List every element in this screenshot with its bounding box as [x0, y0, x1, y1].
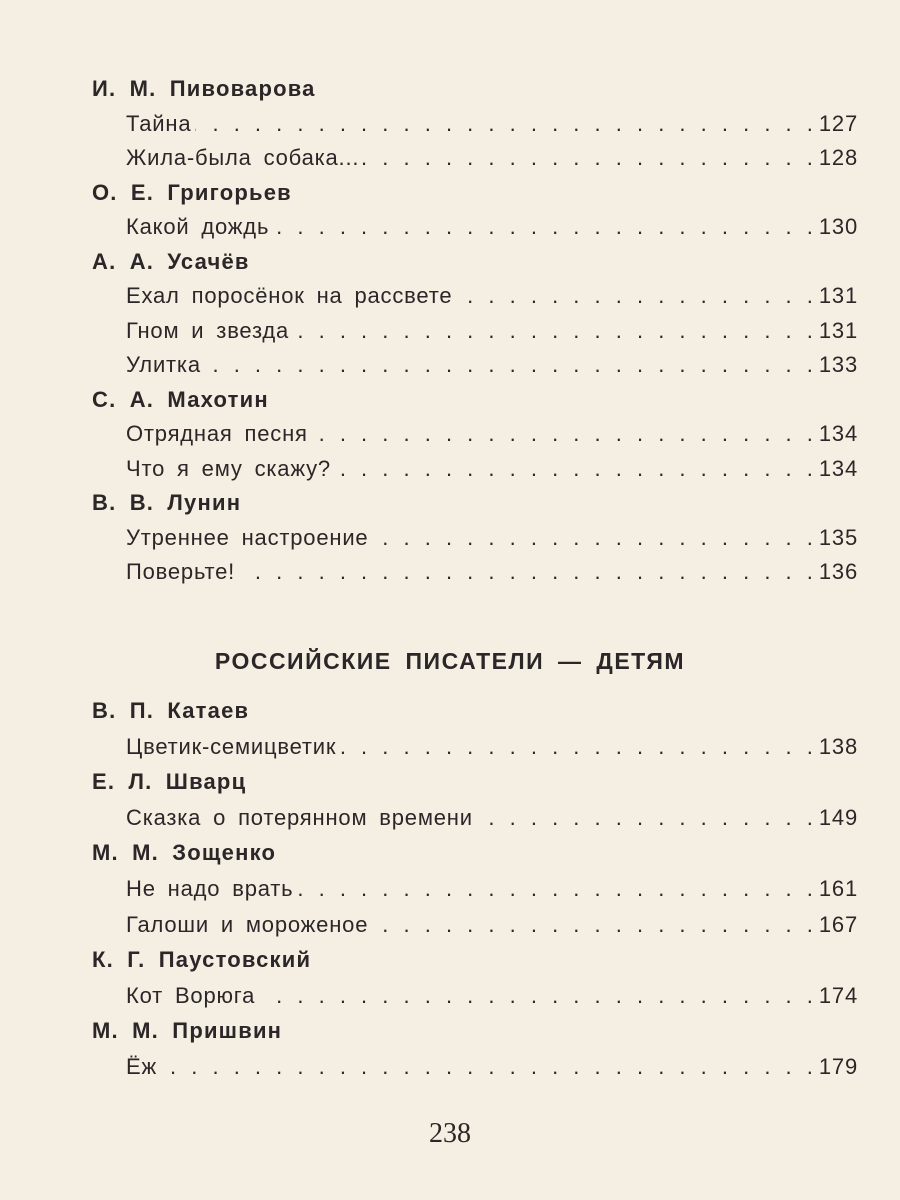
entry-page: 131 — [818, 283, 858, 308]
entry-page: 179 — [818, 1053, 858, 1079]
author-heading: С. А. Махотин — [92, 386, 269, 412]
author-heading: И. М. Пивоварова — [92, 76, 316, 101]
dot-leader — [477, 800, 815, 836]
contents-block-2 — [92, 693, 858, 1085]
author-heading: О. Е. Григорьев — [92, 179, 292, 205]
entry-title: Какой дождь — [126, 214, 270, 239]
contents-entry — [92, 417, 858, 452]
contents-entry — [92, 729, 858, 765]
dot-leader — [340, 729, 815, 765]
author-heading: Е. Л. Шварц — [92, 769, 247, 795]
entry-title: Гном и звезда — [126, 317, 290, 343]
entry-title: Цветик-семицветик — [126, 733, 337, 759]
dot-leader — [273, 210, 815, 245]
entry-title: Утреннее настроение — [126, 524, 369, 550]
contents-entry — [92, 279, 858, 314]
entry-title: Тайна — [126, 110, 192, 136]
entry-page: 130 — [818, 214, 858, 239]
dot-leader — [239, 555, 815, 590]
dot-leader — [297, 871, 814, 907]
entry-title: Сказка о потерянном времени — [126, 804, 473, 830]
author-heading: М. М. Зощенко — [92, 840, 277, 866]
dot-leader — [293, 314, 815, 349]
dot-leader — [372, 521, 814, 556]
entry-title: Не надо врать — [126, 875, 294, 901]
entry-title: Галоши и мороженое — [126, 911, 369, 937]
entry-page: 167 — [818, 911, 858, 937]
dot-leader — [195, 107, 815, 142]
author-heading: К. Г. Паустовский — [92, 947, 312, 973]
contents-entry — [92, 314, 858, 349]
dot-leader — [363, 141, 815, 176]
entry-page: 131 — [818, 317, 858, 343]
entry-page: 138 — [818, 733, 858, 759]
entry-title: Жила-была собака... — [126, 145, 360, 170]
entry-page: 149 — [818, 804, 858, 830]
contents-block-1 — [92, 72, 858, 590]
dot-leader — [161, 1049, 815, 1085]
dot-leader — [259, 978, 815, 1014]
entry-page: 134 — [818, 455, 858, 481]
page-number: 238 — [429, 1118, 471, 1149]
entry-page: 136 — [818, 559, 858, 584]
contents-entry — [92, 107, 858, 142]
author-heading: М. М. Пришвин — [92, 1018, 283, 1044]
contents-entry — [92, 348, 858, 383]
dot-leader — [335, 452, 815, 487]
contents-entry — [92, 555, 858, 590]
entry-page: 134 — [818, 421, 858, 446]
dot-leader — [312, 417, 815, 452]
contents-entry — [92, 871, 858, 907]
entry-title: Что я ему скажу? — [126, 455, 331, 481]
entry-title: Ёж — [126, 1053, 158, 1079]
entry-title: Ехал поросёнок на рассвете — [126, 283, 453, 308]
contents-entry — [92, 521, 858, 556]
dot-leader — [456, 279, 815, 314]
contents-entry — [92, 800, 858, 836]
author-heading: А. А. Усачёв — [92, 248, 250, 274]
dot-leader — [205, 348, 815, 383]
contents-entry — [92, 978, 858, 1014]
entry-page: 127 — [818, 110, 858, 136]
entry-title: Улитка — [126, 352, 201, 377]
entry-page: 135 — [818, 524, 858, 550]
section-title: РОССИЙСКИЕ ПИСАТЕЛИ — ДЕТЯМ — [214, 648, 686, 674]
entry-page: 133 — [818, 352, 858, 377]
entry-page: 174 — [818, 982, 858, 1008]
contents-entry — [92, 1049, 858, 1085]
entry-page: 128 — [818, 145, 858, 170]
entry-title: Отрядная песня — [126, 421, 308, 446]
entry-page: 161 — [818, 875, 858, 901]
author-heading: В. В. Лунин — [92, 490, 242, 515]
author-heading: В. П. Катаев — [92, 698, 250, 723]
dot-leader — [372, 907, 815, 943]
contents-entry — [92, 210, 858, 245]
contents-entry — [92, 907, 858, 943]
contents-entry — [92, 141, 858, 176]
entry-title: Кот Ворюга — [126, 982, 256, 1008]
entry-title: Поверьте! — [126, 559, 236, 584]
contents-entry — [92, 452, 858, 487]
